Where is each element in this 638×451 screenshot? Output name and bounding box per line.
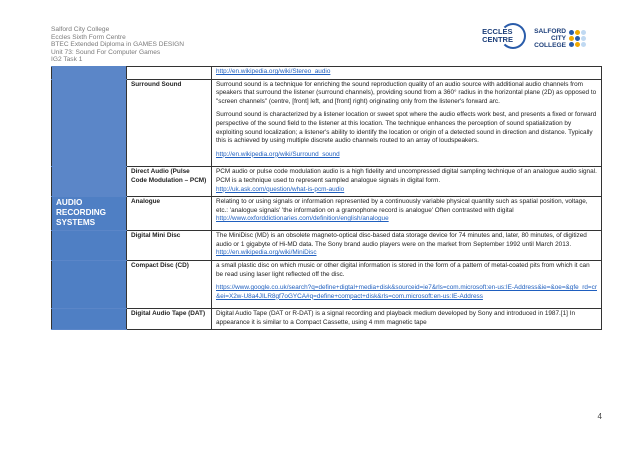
table-row <box>52 231 602 261</box>
dots-icon <box>569 30 586 47</box>
surround-paragraph-2: Surround sound is characterized by a listener location or sweet spot where the audio effects work best, and presents a fixed or forward perspective of the sound field to the listener at this location. The technique enhances the perception of sound spatialization by exploiting sound localization; a listener's ability to identify the location or origin of a detected sound in direction and distance. Typically this is achieved by using multiple discrete audio channels routed to an array of loudspeakers. <box>216 111 597 145</box>
minidisc-link[interactable]: http://en.wikipedia.org/wiki/MiniDisc <box>216 249 317 257</box>
term-analogue: Analogue <box>127 197 212 231</box>
cd-description: a small plastic disc on which music or other digital information is stored in the form of a pattern of metal-coated pits from which it can be read using laser light reflected off the disc. <box>216 261 590 278</box>
surround-link[interactable]: http://en.wikipedia.org/wiki/Surround_sound <box>216 150 340 158</box>
header-line: BTEC Extended Diploma in GAMES DESIGN <box>51 41 185 49</box>
header-line: Unit 73: Sound For Computer Games <box>51 48 161 56</box>
surround-paragraph-1: Surround sound is a technique for enriching the sound reproduction quality of an audio source with additional audio channels from speakers that surround the listener (surround channels), providing sound from a 360° radius in the horizontal plane (2D) as opposed to "screen channels" (centre, [front] left, and [front] right) originating only from the listener's forward arc. <box>216 80 597 105</box>
section-title: AUDIO RECORDING SYSTEMS <box>56 198 107 228</box>
dat-description: Digital Audio Tape (DAT or R-DAT) is a signal recording and playback medium developed by Sony and introduced in 1987.[1] In appearance it is similar to a Compact Cassette, using 4 mm magnetic tape <box>212 309 602 330</box>
pcm-description: PCM audio or pulse code modulation audio is a high fidelity and uncompressed digital sampling technique of an analogue audio signal. PCM is a technique used to represent sampled analogue signals in digital form. <box>216 168 597 184</box>
header-line: Salford City College <box>51 26 110 33</box>
term-surround: Surround Sound <box>127 79 212 167</box>
analogue-description: Relating to or using signals or information represented by a continuously variable physical quantity such as spatial position, voltage, etc.: 'analogue signals' 'the information on a gramophone record is analogue' Often contrasted with digital <box>216 198 588 214</box>
stereo-link[interactable]: http://en.wikipedia.org/wiki/Stereo_audio <box>216 68 331 75</box>
pcm-link[interactable]: http://uk.ask.com/question/what-is-pcm-audio <box>216 185 345 193</box>
table-row <box>52 167 602 197</box>
term-cd: Compact Disc (CD) <box>127 260 212 308</box>
term-pcm: Direct Audio (Pulse Code Modulation – PCM) <box>127 167 212 197</box>
page-number: 4 <box>597 412 602 421</box>
table-row <box>52 197 602 231</box>
header-line: IG2 Task 1 <box>51 56 83 64</box>
analogue-link[interactable]: http://www.oxforddictionaries.com/definition/english/analogue <box>216 215 389 223</box>
header-line: Eccles Sixth Form Centre <box>51 33 126 41</box>
table-row <box>52 67 602 80</box>
cd-link[interactable]: https://www.google.co.uk/search?q=define+digtal+media+disk&sourceid=ie7&rls=com.microsoft:en-us:IE-Address&ie=&oe=&gfe_rd=cr&ei=X2w-U8a4JILR8gf7oGYCA#q=define+compact+disk&rls=com.microsoft:en-us:IE-Address <box>216 284 597 300</box>
table-row <box>52 79 602 167</box>
salford-city-college-logo: SALFORD CITY COLLEGE <box>534 28 586 49</box>
minidisc-description: The MiniDisc (MD) is an obsolete magneto-optical disc-based data storage device for 74 minutes and, later, 80 minutes, of digitized audio or 1 gigabyte of Hi-MD data. The Sony brand audio players were on the market from September 1992 until March 2013. <box>216 232 587 248</box>
term-minidisc: Digital Mini Disc <box>127 231 212 261</box>
table-row <box>52 260 602 308</box>
header-logos <box>482 23 586 53</box>
terms-table <box>51 66 602 330</box>
term-dat: Digital Audio Tape (DAT) <box>127 309 212 330</box>
eccles-centre-logo: ECCLES CENTRE <box>482 23 526 53</box>
document-header <box>51 26 184 64</box>
table-row <box>52 309 602 330</box>
